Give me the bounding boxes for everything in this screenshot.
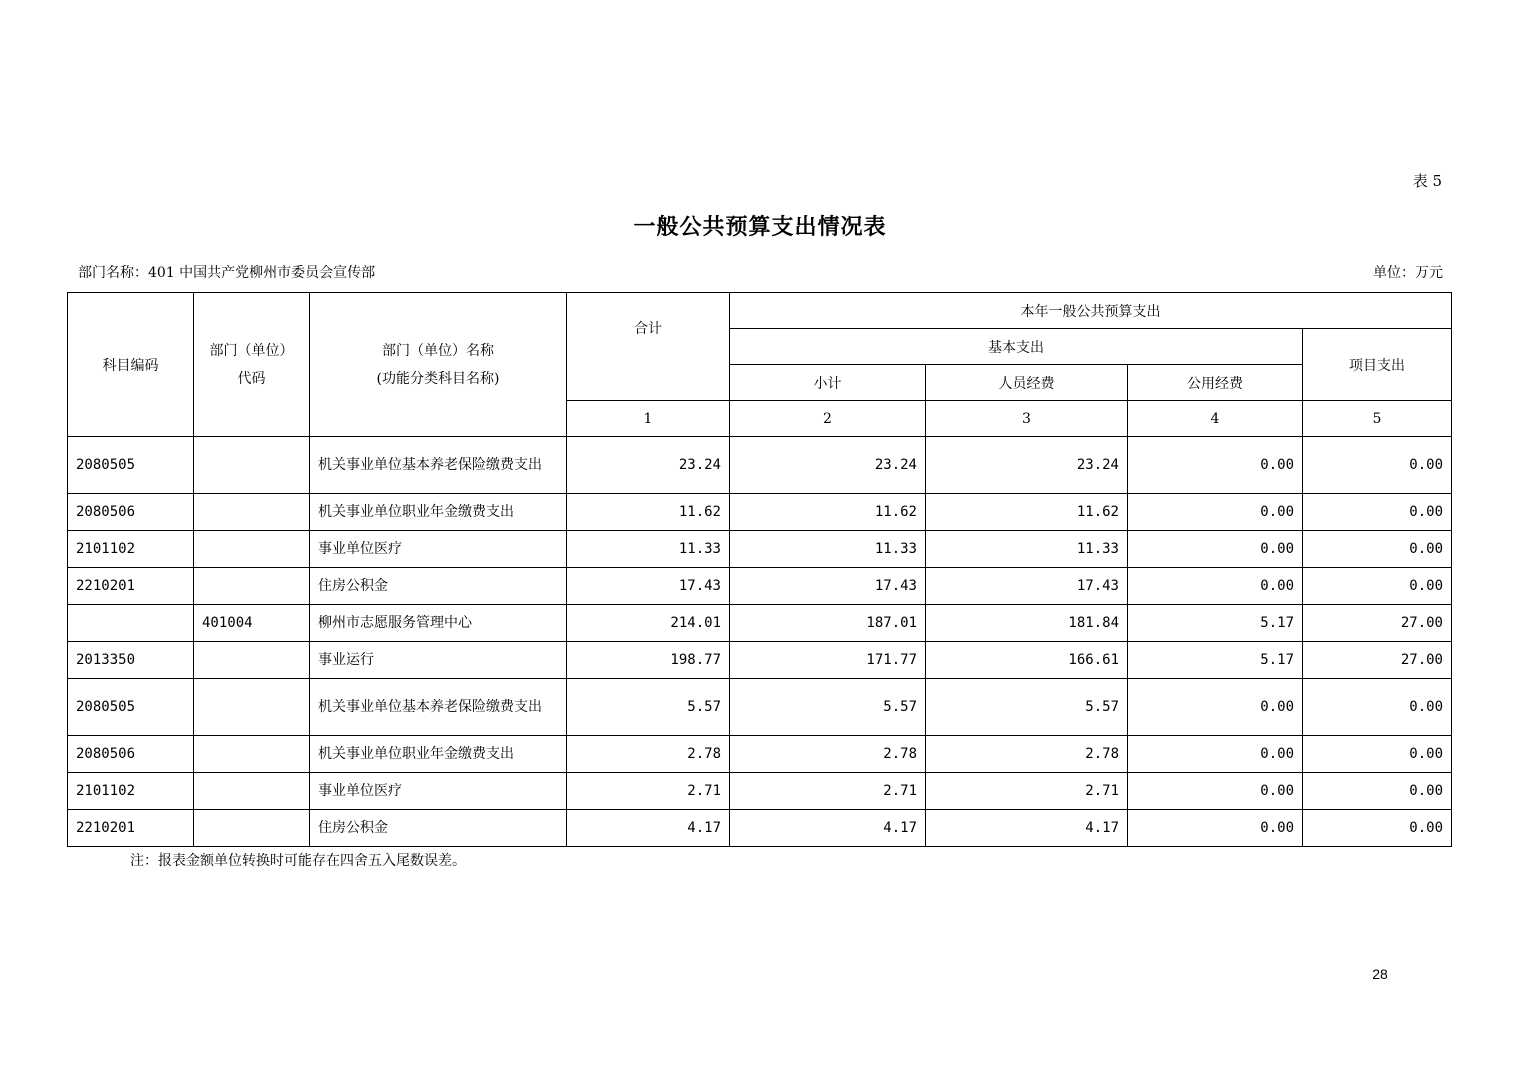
header-dept-code-line2: 代码 <box>237 370 266 387</box>
table-row <box>68 605 1452 642</box>
cell-public: 0.00 <box>1128 437 1303 494</box>
col-num-3: 3 <box>926 401 1128 437</box>
cell-code: 2101102 <box>68 773 194 810</box>
col-num-2: 2 <box>730 401 926 437</box>
header-dept-code-line1: 部门（单位） <box>209 342 294 359</box>
header-dept-name <box>310 293 567 437</box>
cell-public: 5.17 <box>1128 642 1303 679</box>
header-annual: 本年一般公共预算支出 <box>730 293 1452 329</box>
cell-personnel: 181.84 <box>926 605 1128 642</box>
cell-project: 0.00 <box>1303 531 1452 568</box>
col-num-1: 1 <box>567 401 730 437</box>
cell-dept-code <box>194 531 310 568</box>
cell-project: 0.00 <box>1303 679 1452 736</box>
header-public: 公用经费 <box>1128 365 1303 401</box>
cell-public: 0.00 <box>1128 568 1303 605</box>
cell-name: 机关事业单位职业年金缴费支出 <box>310 736 567 773</box>
cell-project: 0.00 <box>1303 568 1452 605</box>
cell-subtotal: 171.77 <box>730 642 926 679</box>
cell-dept-code <box>194 494 310 531</box>
department-label: 部门名称：401 中国共产党柳州市委员会宣传部 <box>78 265 376 281</box>
unit-label: 单位：万元 <box>1373 265 1443 281</box>
cell-name: 事业单位医疗 <box>310 531 567 568</box>
cell-personnel: 5.57 <box>926 679 1128 736</box>
header-dept-code <box>194 293 310 437</box>
cell-subtotal: 187.01 <box>730 605 926 642</box>
header-subtotal: 小计 <box>730 365 926 401</box>
cell-code: 2210201 <box>68 810 194 847</box>
footnote: 注：报表金额单位转换时可能存在四舍五入尾数误差。 <box>130 853 466 869</box>
cell-subtotal: 2.78 <box>730 736 926 773</box>
header-dept-name-line2: (功能分类科目名称) <box>376 370 500 387</box>
table-row <box>68 773 1452 810</box>
cell-public: 5.17 <box>1128 605 1303 642</box>
cell-project: 0.00 <box>1303 736 1452 773</box>
cell-subtotal: 23.24 <box>730 437 926 494</box>
cell-personnel: 166.61 <box>926 642 1128 679</box>
cell-subtotal: 11.33 <box>730 531 926 568</box>
table-row <box>68 568 1452 605</box>
cell-name: 事业运行 <box>310 642 567 679</box>
table-row <box>68 679 1452 736</box>
cell-personnel: 23.24 <box>926 437 1128 494</box>
cell-code <box>68 605 194 642</box>
cell-name: 机关事业单位职业年金缴费支出 <box>310 494 567 531</box>
cell-personnel: 11.62 <box>926 494 1128 531</box>
table-number: 表 5 <box>1412 172 1442 190</box>
cell-personnel: 11.33 <box>926 531 1128 568</box>
cell-personnel: 2.71 <box>926 773 1128 810</box>
cell-public: 0.00 <box>1128 494 1303 531</box>
col-num-4: 4 <box>1128 401 1303 437</box>
cell-code: 2013350 <box>68 642 194 679</box>
cell-public: 0.00 <box>1128 736 1303 773</box>
cell-total: 2.78 <box>567 736 730 773</box>
cell-dept-code <box>194 642 310 679</box>
cell-total: 11.33 <box>567 531 730 568</box>
header-code: 科目编码 <box>68 293 194 437</box>
cell-total: 2.71 <box>567 773 730 810</box>
cell-subtotal: 4.17 <box>730 810 926 847</box>
cell-total: 214.01 <box>567 605 730 642</box>
cell-public: 0.00 <box>1128 773 1303 810</box>
table-row <box>68 437 1452 494</box>
cell-subtotal: 11.62 <box>730 494 926 531</box>
cell-project: 0.00 <box>1303 494 1452 531</box>
cell-total: 198.77 <box>567 642 730 679</box>
table-row <box>68 642 1452 679</box>
cell-code: 2080505 <box>68 679 194 736</box>
cell-name: 住房公积金 <box>310 568 567 605</box>
cell-code: 2080506 <box>68 494 194 531</box>
cell-dept-code <box>194 810 310 847</box>
cell-project: 0.00 <box>1303 773 1452 810</box>
cell-name: 柳州市志愿服务管理中心 <box>310 605 567 642</box>
cell-code: 2210201 <box>68 568 194 605</box>
page-title: 一般公共预算支出情况表 <box>633 214 887 240</box>
cell-subtotal: 2.71 <box>730 773 926 810</box>
header-project: 项目支出 <box>1303 329 1452 401</box>
cell-project: 27.00 <box>1303 605 1452 642</box>
cell-dept-code <box>194 568 310 605</box>
cell-project: 27.00 <box>1303 642 1452 679</box>
header-dept-name-line1: 部门（单位）名称 <box>382 342 494 359</box>
cell-public: 0.00 <box>1128 679 1303 736</box>
cell-total: 23.24 <box>567 437 730 494</box>
cell-name: 机关事业单位基本养老保险缴费支出 <box>310 679 567 736</box>
page-number: 28 <box>1372 966 1388 982</box>
table-row <box>68 810 1452 847</box>
cell-total: 4.17 <box>567 810 730 847</box>
cell-personnel: 17.43 <box>926 568 1128 605</box>
cell-name: 事业单位医疗 <box>310 773 567 810</box>
cell-dept-code <box>194 437 310 494</box>
cell-code: 2101102 <box>68 531 194 568</box>
cell-name: 机关事业单位基本养老保险缴费支出 <box>310 437 567 494</box>
cell-dept-code: 401004 <box>194 605 310 642</box>
cell-subtotal: 17.43 <box>730 568 926 605</box>
cell-personnel: 2.78 <box>926 736 1128 773</box>
col-num-5: 5 <box>1303 401 1452 437</box>
cell-dept-code <box>194 773 310 810</box>
header-total: 合计 <box>567 293 730 401</box>
cell-dept-code <box>194 736 310 773</box>
cell-code: 2080505 <box>68 437 194 494</box>
cell-project: 0.00 <box>1303 810 1452 847</box>
cell-public: 0.00 <box>1128 810 1303 847</box>
cell-public: 0.00 <box>1128 531 1303 568</box>
table-row <box>68 531 1452 568</box>
cell-code: 2080506 <box>68 736 194 773</box>
header-basic: 基本支出 <box>730 329 1303 365</box>
cell-total: 17.43 <box>567 568 730 605</box>
header-personnel: 人员经费 <box>926 365 1128 401</box>
header-row-1 <box>68 293 1452 329</box>
table-row <box>68 736 1452 773</box>
cell-name: 住房公积金 <box>310 810 567 847</box>
budget-table <box>67 292 1452 847</box>
cell-dept-code <box>194 679 310 736</box>
cell-total: 5.57 <box>567 679 730 736</box>
cell-subtotal: 5.57 <box>730 679 926 736</box>
cell-total: 11.62 <box>567 494 730 531</box>
cell-personnel: 4.17 <box>926 810 1128 847</box>
table-row <box>68 494 1452 531</box>
cell-project: 0.00 <box>1303 437 1452 494</box>
